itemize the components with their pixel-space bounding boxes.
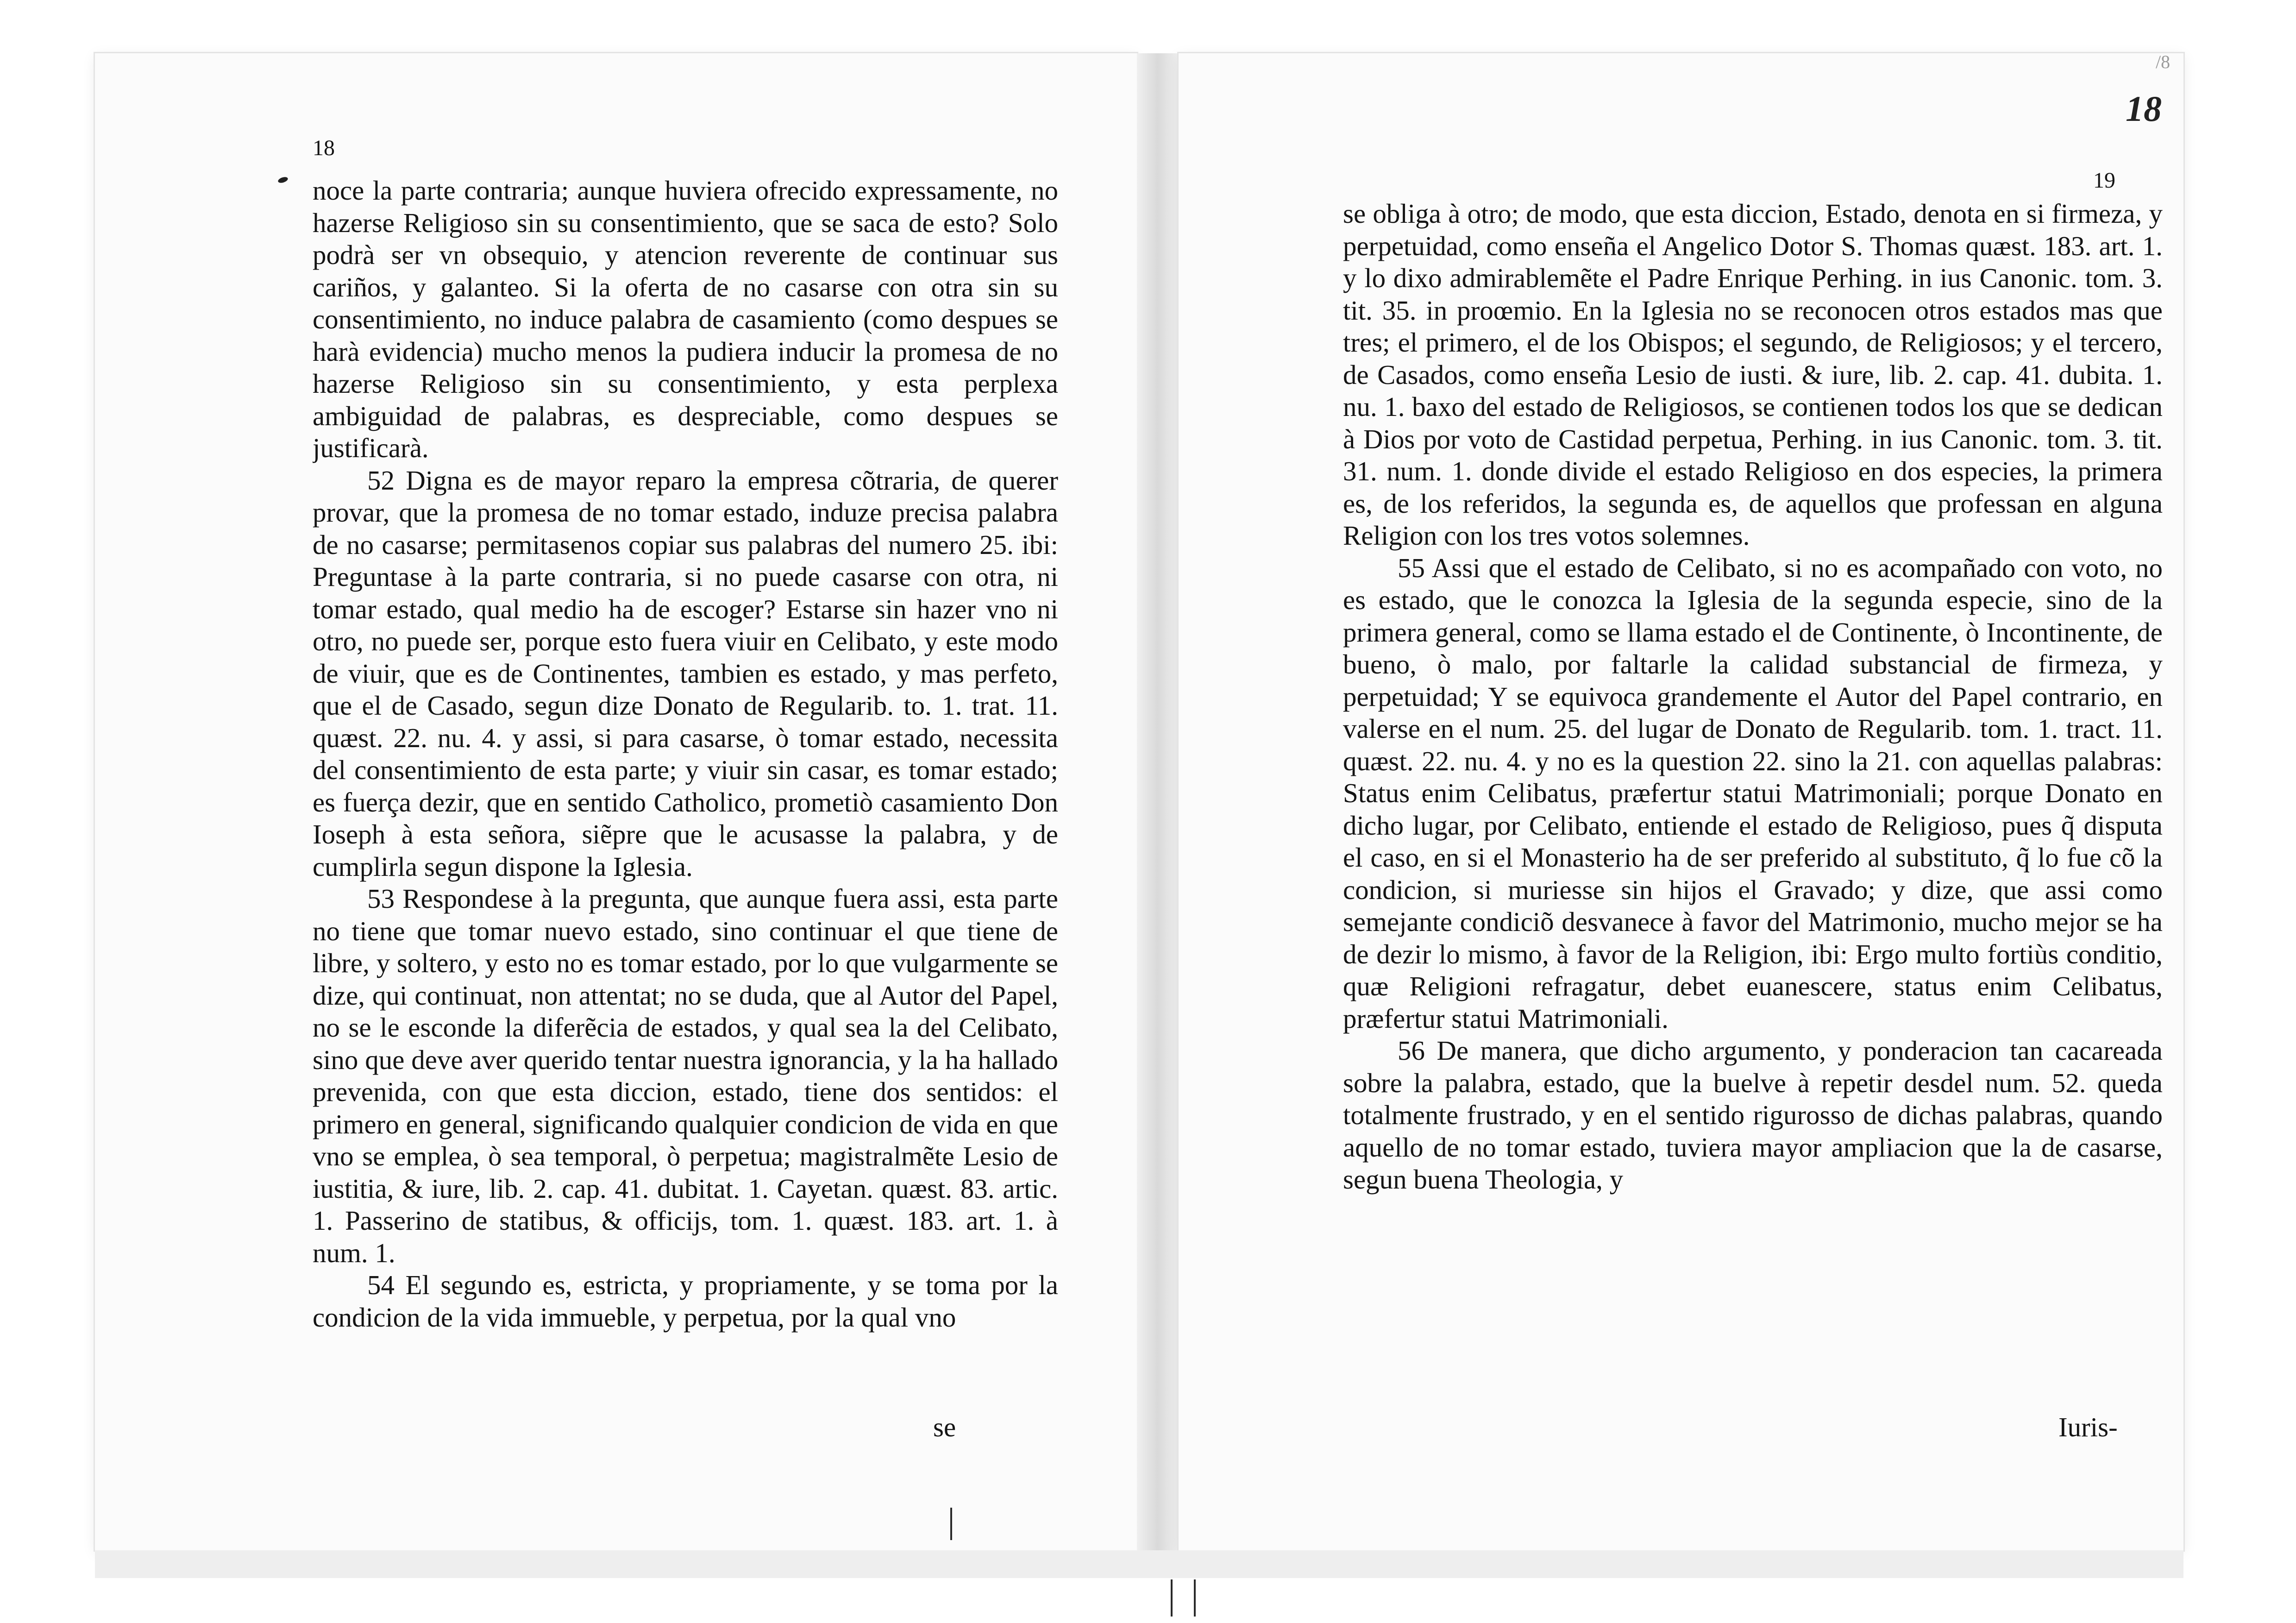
corner-pencil-note: /8: [2156, 51, 2171, 72]
book-gutter: [1137, 53, 1179, 1550]
right-page-body-text: se obliga à otro; de modo, que esta diccion, Estado, denota en si firmeza, y perpetuidad, como enseña el Angelico Dotor S. Thomas quæst. 183. art. 1. y lo dixo admirablemẽte el Padre Enrique Perhing. in ius Canonic. tom. 3. tit. 35. in proœmio. En la Iglesia no se reconocen otros estados mas que tres; el primero, el de los Obispos; el segundo, de Religiosos; y el tercero, de Casados, como enseña Lesio de iusti. & iure, lib. 2. cap. 41. dubita. 1. nu. 1. baxo del estado de Religiosos, se contienen todos los que se dedican à Dios por voto de Castidad perpetua, Perhing. in ius Canonic. tom. 3. tit. 31. num. 1. donde divide el estado Religioso en dos especies, la primera es, de los referidos, la segunda es, de aquellos que professan en alguna Religion con los tres votos solemnes. 55 Assi que el estado de Celibato, si no es acompañado con voto, no es estado, que le conozca la Iglesia de la segunda especie, sino de la primera general, como se llama estado el de Continente, ò Incontinente, de bueno, ò malo, por faltarle la calidad substancial de firmeza, y perpetuidad; Y se equivoca grandemente el Autor del Papel contrario, en valerse en el num. 25. del lugar de Donato de Regularib. tom. 1. tract. 11. quæst. 22. nu. 4. y no es la question 22. sino la 21. con aquellas palabras: Status enim Celibatus, præfertur statui Matrimoniali; porque Donato en dicho lugar, por Celibato, entiende el estado de Religioso, pues q̃ disputa el caso, en si el Monasterio ha de ser preferido al substituto, q̃ lo fue cõ la condicion, si muriesse sin hijos el Gravado; y dize, que assi como semejante condiciõ desvanece à favor del Matrimonio, mucho mejor se ha de dezir lo mismo, à favor de la Religion, ibi: Ergo multo fortiùs conditio, quæ Religioni refragatur, debet euanescere, status enim Celibatus, præfertur statui Matrimoniali. 56 De manera, que dicho argumento, y ponderacion tan cacareada sobre la palabra, estado, que la buelve à repetir desdel num. 52. queda totalmente frustrado, y en el sentido rigurosso de dichas palabras, quando aquello de no tomar estado, tuviera mayor ampliacion que la de casarse, segun buena Theologia, y: [1343, 198, 2163, 1195]
fold-mark-center-2: [1194, 1579, 1196, 1617]
left-page: [95, 53, 1137, 1550]
right-page: [1179, 53, 2183, 1550]
fold-mark-left: [950, 1508, 952, 1540]
left-page-body-text: noce la parte contraria; aunque huviera ofrecido expressamente, no hazerse Religioso sin su consentimiento, que se saca de esto? Solo podrà ser vn obsequio, y atencion reverente de continuar sus cariños, y galanteo. Si la oferta de no casarse con otra sin su consentimiento, no induce palabra de casamiento (como despues se harà evidencia) mucho menos la pudiera inducir la promesa de no hazerse Religioso sin su consentimiento, y esta perplexa ambiguidad de palabras, es despreciable, como despues se justificarà. 52 Digna es de mayor reparo la empresa cõtraria, de querer provar, que la promesa de no tomar estado, induze precisa palabra de no casarse; permitasenos copiar sus palabras del numero 25. ibi: Preguntase à la parte contraria, si no puede casarse con otra, ni tomar estado, qual medio ha de escoger? Estarse sin hazer vno ni otro, no puede ser, porque esto fuera viuir en Celibato, y este modo de viuir, que es de Continentes, tambien es estado, y mas perfeto, que el de Casado, segun dize Donato de Regularib. to. 1. trat. 11. quæst. 22. nu. 4. y assi, si para casarse, ò tomar estado, necessita del consentimiento de esta parte; y viuir sin casar, es tomar estado; es fuerça dezir, que en sentido Catholico, prometiò casamiento Don Ioseph à esta señora, siẽpre que le acusasse la palabra, y de cumplirla segun dispone la Iglesia. 53 Respondese à la pregunta, que aunque fuera assi, esta parte no tiene que tomar nuevo estado, sino continuar el que tiene de libre, y soltero, y esto no es tomar estado, por lo que vulgarmente se dize, qui continuat, non attentat; no se duda, que al Autor del Papel, no se le esconde la diferẽcia de estados, y qual sea la del Celibato, sino que deve aver querido tentar nuestra ignorancia, y la ha hallado prevenida, con que esta diccion, estado, tiene dos sentidos: el primero en general, significando qualquier condicion de vida en que vno se emplea, ò sea temporal, ò perpetua; magistralmẽte Lesio de iustitia, & iure, lib. 2. cap. 41. dubitat. 1. Cayetan. quæst. 83. artic. 1. Passerino de statibus, & officijs, tom. 1. quæst. 183. art. 1. à num. 1. 54 El segundo es, estricta, y propriamente, y se toma por la condicion de la vida immueble, y perpetua, por la qual vno: [313, 175, 1058, 1333]
left-page-catchword: se: [933, 1412, 956, 1442]
fold-mark-center: [1171, 1579, 1173, 1617]
handwritten-folio-number: 18: [2126, 88, 2162, 129]
left-page-number: 18: [313, 136, 335, 160]
bottom-edge-strip: [95, 1550, 2183, 1578]
right-page-catchword: Iuris-: [2058, 1412, 2118, 1442]
right-page-number: 19: [2093, 168, 2115, 193]
ink-speck: [277, 176, 289, 184]
